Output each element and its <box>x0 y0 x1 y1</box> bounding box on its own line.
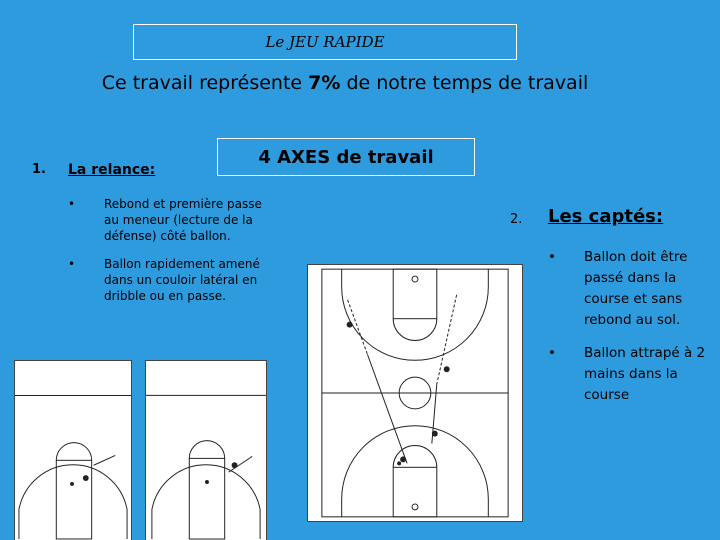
player-marker <box>205 480 209 484</box>
section2-bullet: • Ballon doit être passé dans la course et sans rebond au sol. <box>548 247 708 331</box>
key <box>56 460 91 539</box>
section2-number: 2. <box>510 212 523 227</box>
key <box>189 458 224 539</box>
title-box <box>133 24 517 60</box>
section1-number: 1. <box>32 162 46 177</box>
player-marker <box>444 366 450 372</box>
subtitle-after: de notre temps de travail <box>340 72 589 94</box>
play-arrow <box>367 354 407 463</box>
page-title: Le JEU RAPIDE <box>265 33 385 51</box>
section1-bullets <box>68 196 278 316</box>
player-marker <box>432 431 438 437</box>
player-marker <box>397 461 401 465</box>
section2-title: Les captés: <box>548 206 664 227</box>
half-court-left-svg <box>15 361 131 540</box>
section1-bullet: • Rebond et première passe au meneur (lecture de la défense) côté ballon. <box>68 196 278 244</box>
player-marker <box>232 462 238 468</box>
half-court-diagram-middle <box>145 360 267 540</box>
player-marker <box>400 456 406 462</box>
subtitle-before: Ce travail représente <box>101 72 309 94</box>
full-court-diagram <box>307 264 523 522</box>
section2-bullets <box>548 247 708 418</box>
half-court-diagram-left <box>14 360 132 540</box>
section2-bullet: • Ballon attrapé à 2 mains dans la course <box>548 343 708 406</box>
play-arrow <box>94 455 116 465</box>
full-court-svg <box>308 265 522 521</box>
top-three-point-arc <box>342 269 489 360</box>
subtitle-percent: 7% <box>308 72 341 94</box>
top-free-throw-arc <box>393 319 437 341</box>
bottom-hoop <box>412 504 418 510</box>
subtitle <box>0 72 690 94</box>
section1-bullet: • Ballon rapidement amené dans un couloir latéral en dribble ou en passe. <box>68 256 278 304</box>
axes-label: 4 AXES de travail <box>258 146 434 168</box>
player-marker <box>70 482 74 486</box>
free-throw-arc <box>56 443 91 461</box>
bottom-three-point-arc <box>342 426 489 517</box>
axes-box <box>217 138 475 176</box>
three-point-arc <box>19 465 127 539</box>
half-court-middle-svg <box>146 361 266 540</box>
free-throw-arc <box>189 441 224 459</box>
three-point-arc <box>152 465 260 539</box>
player-marker <box>83 475 89 481</box>
section1-title: La relance: <box>68 162 156 178</box>
top-hoop <box>412 276 418 282</box>
player-marker <box>347 322 353 328</box>
